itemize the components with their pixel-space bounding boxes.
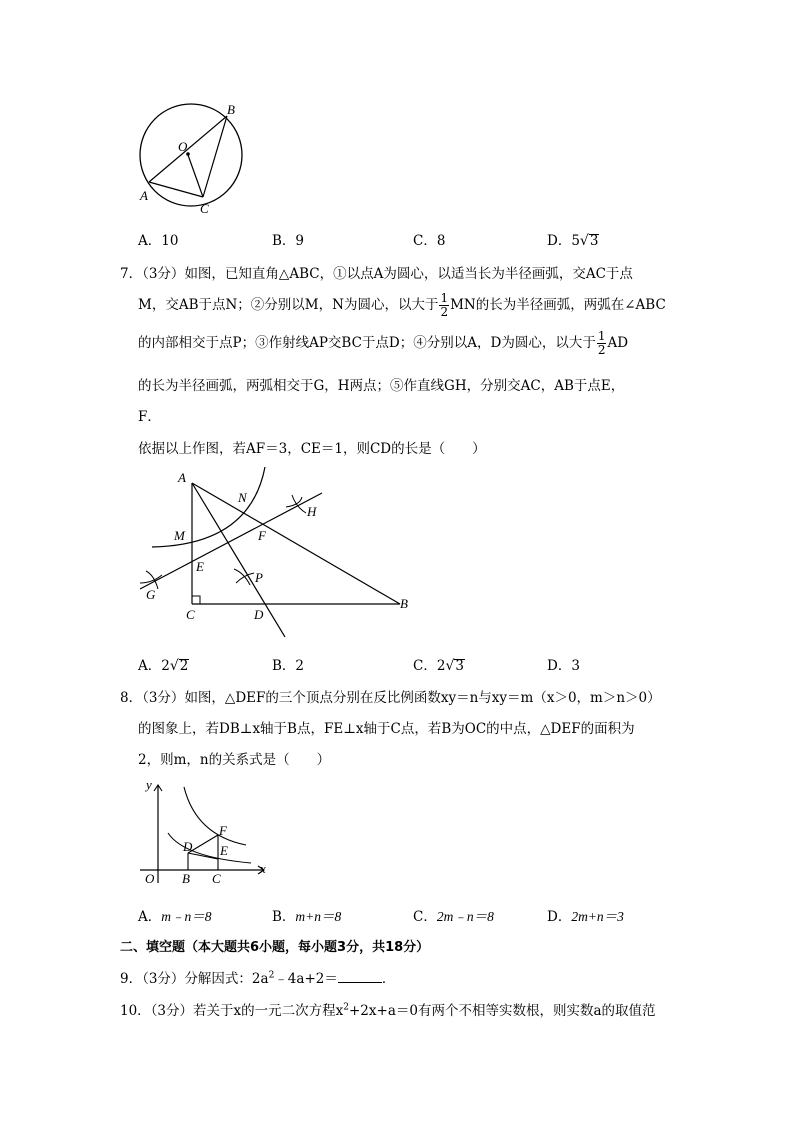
q7-text: 的内部相交于点P；③作射线AP交BC于点D；④分别以A，D为圆心，以大于 xyxy=(138,335,596,351)
fraction-denominator: 2 xyxy=(597,343,606,357)
q9-line xyxy=(120,967,395,987)
q8-text: 2，则m，n的关系式是（ ） xyxy=(138,752,331,768)
q7-line3 xyxy=(138,328,628,358)
q8-graph-svg xyxy=(136,775,276,890)
fraction-numerator: 1 xyxy=(440,291,449,305)
option-value: m+n＝8 xyxy=(295,909,342,924)
q9-exponent: 2 xyxy=(268,970,275,981)
label-o: O xyxy=(178,139,188,154)
q7-line6 xyxy=(138,437,486,457)
label-n: N xyxy=(238,490,247,505)
q10-line xyxy=(120,999,656,1019)
segment-oc xyxy=(188,155,203,197)
label-e: E xyxy=(220,843,228,858)
q6-option-c[interactable] xyxy=(413,229,445,249)
q10-exponent: 2 xyxy=(343,1002,349,1013)
q7-text: 的长为半径画弧，两弧相交于G，H两点；⑤作直线GH，分别交AC，AB于点E， xyxy=(138,378,625,394)
label-p: P xyxy=(255,570,263,585)
q8-option-b[interactable] xyxy=(272,905,341,925)
q8-graph-figure xyxy=(136,775,276,890)
option-value: m﹣n＝8 xyxy=(161,909,212,924)
q7-text: M，交AB于点N；②分别以M，N为圆心，以大于 xyxy=(138,297,439,313)
q8-text: 如图，△DEF的三个顶点分别在反比例函数xy＝n与xy＝m（x＞0，m＞n＞0） xyxy=(184,690,661,706)
q7-construction-figure xyxy=(130,465,430,645)
q7-text: AD xyxy=(607,335,629,351)
option-letter: B． xyxy=(272,909,296,925)
q7-line5 xyxy=(138,405,161,425)
arc-from-a xyxy=(152,467,265,547)
option-letter: B． xyxy=(272,658,296,674)
label-b: B xyxy=(227,102,235,117)
label-g: G xyxy=(146,587,156,602)
segment-df xyxy=(188,835,218,853)
line-gh xyxy=(140,493,322,589)
q6-circle-svg xyxy=(128,100,258,220)
curve-xy-n xyxy=(168,833,251,863)
option-letter: A． xyxy=(138,233,162,249)
option-letter: C． xyxy=(413,658,437,674)
label-b: B xyxy=(182,871,190,886)
q6-option-a[interactable] xyxy=(138,229,178,249)
label-c: C xyxy=(212,871,221,886)
q7-option-c[interactable] xyxy=(413,654,465,674)
q7-construction-svg xyxy=(130,465,430,645)
fraction-half xyxy=(597,330,607,357)
q10-text: +2x+a＝0有两个不相等实数根，则实数a的取值范 xyxy=(349,1003,656,1019)
label-m: M xyxy=(174,528,185,543)
fraction-half xyxy=(439,292,449,319)
option-letter: A． xyxy=(138,909,162,925)
option-value: 2 xyxy=(295,658,305,674)
circle-outline xyxy=(140,104,242,206)
section-heading: 二、填空题（本大题共6小题，每小题3分，共18分） xyxy=(120,940,430,955)
fraction-numerator: 1 xyxy=(597,329,606,343)
q9-score: （3分） xyxy=(142,971,185,987)
q7-option-d[interactable] xyxy=(547,654,580,674)
q9-text: 分解因式：2a xyxy=(184,971,269,987)
segment-ab xyxy=(149,116,227,182)
q7-text: MN的长为半径画弧，两弧在∠ABC xyxy=(450,297,666,313)
option-value: 3 xyxy=(571,658,580,674)
q7-text: F． xyxy=(138,409,161,425)
label-o: O xyxy=(145,871,155,886)
label-a: A xyxy=(178,470,186,485)
q10-number: 10． xyxy=(120,1003,151,1019)
q7-line4 xyxy=(138,374,624,394)
option-value: 2m﹣n＝8 xyxy=(436,909,494,924)
option-value: 10 xyxy=(161,233,179,249)
q8-option-d[interactable] xyxy=(547,905,624,925)
q7-number: 7． xyxy=(120,266,143,282)
option-radicand: 3 xyxy=(455,658,464,674)
label-a: A xyxy=(140,188,148,203)
option-letter: D． xyxy=(547,658,572,674)
label-f: F xyxy=(258,528,266,543)
q9-answer-blank[interactable] xyxy=(338,970,382,983)
label-c: C xyxy=(200,201,209,216)
arc-h2 xyxy=(292,495,306,513)
q7-score: （3分） xyxy=(142,266,185,282)
radical-sign: √ xyxy=(169,658,179,674)
q10-text: 若关于x的一元二次方程x xyxy=(193,1003,344,1019)
side-ab xyxy=(192,483,400,604)
q7-line2 xyxy=(138,290,666,320)
option-value: 5 xyxy=(571,233,580,249)
option-letter: C． xyxy=(413,233,437,249)
q8-option-c[interactable] xyxy=(413,905,494,925)
radical-sign: √ xyxy=(445,658,455,674)
segment-de xyxy=(188,853,218,859)
label-c: C xyxy=(186,607,195,622)
option-radicand: 2 xyxy=(179,658,189,674)
right-angle-mark xyxy=(192,596,200,604)
q9-text-end: ． xyxy=(381,971,396,987)
q8-option-a[interactable] xyxy=(138,905,212,925)
label-x: x xyxy=(260,861,266,876)
option-letter: B． xyxy=(272,233,296,249)
q6-circle-figure xyxy=(128,100,258,220)
q7-option-a[interactable] xyxy=(138,654,189,674)
q10-score: （3分） xyxy=(150,1003,194,1019)
fraction-denominator: 2 xyxy=(440,305,449,319)
option-letter: C． xyxy=(413,909,437,925)
ray-ap xyxy=(192,483,285,637)
label-y: y xyxy=(146,777,152,792)
radical-sign: √ xyxy=(579,233,589,249)
label-e: E xyxy=(196,559,204,574)
q7-text: 依据以上作图，若AF＝3，CE＝1，则CD的长是（ ） xyxy=(138,441,486,457)
option-radicand: 3 xyxy=(589,233,599,249)
label-d: D xyxy=(183,839,193,854)
option-value: 2 xyxy=(436,658,446,674)
arc-h1 xyxy=(286,497,302,507)
option-value: 2 xyxy=(161,658,170,674)
option-letter: A． xyxy=(138,658,162,674)
q8-line1 xyxy=(120,686,661,706)
q8-number: 8． xyxy=(120,690,143,706)
q7-option-b[interactable] xyxy=(272,654,304,674)
q9-text: ﹣4a+2＝ xyxy=(274,971,338,987)
option-letter: D． xyxy=(547,233,572,249)
q7-text: 如图，已知直角△ABC，①以点A为圆心，以适当长为半径画弧，交AC于点 xyxy=(184,266,633,282)
q6-option-d[interactable] xyxy=(547,229,599,249)
option-value: 8 xyxy=(436,233,446,249)
label-d: D xyxy=(254,607,264,622)
segment-bc xyxy=(203,116,227,197)
segment-ac xyxy=(149,182,203,197)
label-f: F xyxy=(219,823,227,838)
q8-line3 xyxy=(138,748,330,768)
q9-number: 9． xyxy=(120,971,143,987)
q8-text: 的图象上，若DB⊥x轴于B点，FE⊥x轴于C点，若B为OC的中点，△DEF的面积为 xyxy=(138,721,635,737)
option-value: 2m+n＝3 xyxy=(571,909,624,924)
q7-line1 xyxy=(120,262,633,282)
option-letter: D． xyxy=(547,909,572,925)
q8-score: （3分） xyxy=(142,690,185,706)
q8-line2 xyxy=(138,717,635,737)
label-b: B xyxy=(400,596,408,611)
option-value: 9 xyxy=(295,233,305,249)
q6-option-b[interactable] xyxy=(272,229,304,249)
label-h: H xyxy=(307,504,317,519)
